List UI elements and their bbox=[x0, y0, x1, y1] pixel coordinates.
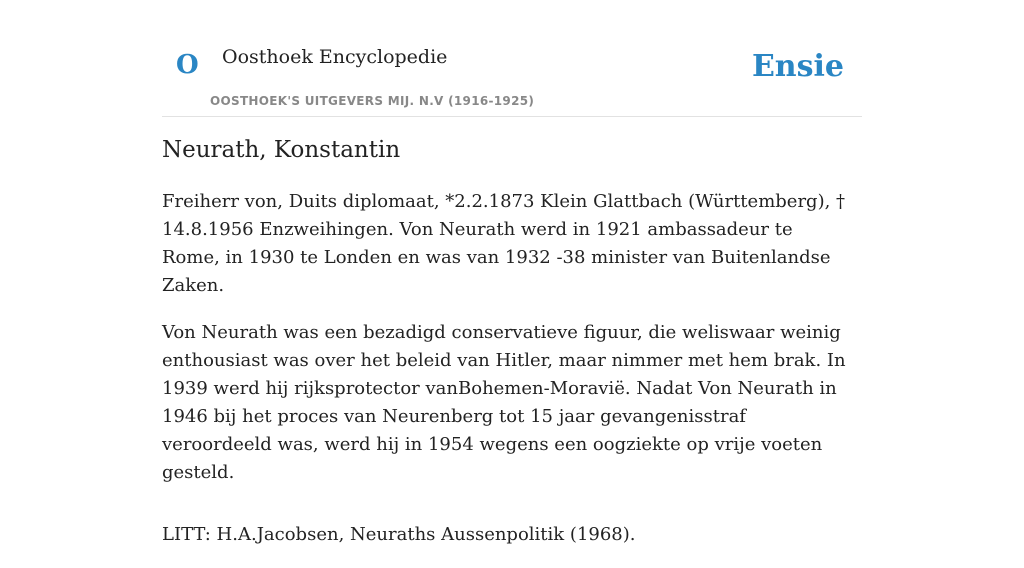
ensie-brand-link[interactable]: Ensie bbox=[751, 49, 844, 84]
article-title: Neurath, Konstantin bbox=[162, 137, 401, 163]
page-header bbox=[162, 0, 862, 117]
literature-reference: LITT: H.A.Jacobsen, Neuraths Aussenpolitik (1968). bbox=[162, 523, 636, 545]
encyclopedia-logo: O bbox=[176, 50, 199, 80]
encyclopedia-name: Oosthoek Encyclopedie bbox=[222, 46, 448, 68]
article-paragraph-1: Freiherr von, Duits diplomaat, *2.2.1873 Klein Glattbach (Württemberg), † 14.8.1956 Enzweihingen. Von Neurath werd in 1921 ambassadeur te Rome, in 1930 te Londen en was van 1932 -38 minister van Buitenlandse Zaken. bbox=[162, 190, 846, 296]
article-paragraph-2: Von Neurath was een bezadigd conservatieve figuur, die weliswaar weinig enthousiast was over het beleid van Hitler, maar nimmer met hem brak. In 1939 werd hij rijksprotector vanBohemen-Moravië. Nadat Von Neurath in 1946 bij het proces van Neurenberg tot 15 jaar gevangenisstraf veroordeeld was, werd hij in 1954 wegens een oogziekte op vrije voeten gesteld. bbox=[162, 321, 846, 483]
article-content bbox=[162, 136, 852, 568]
publisher-label: OOSTHOEK'S UITGEVERS MIJ. N.V (1916-1925) bbox=[210, 94, 535, 108]
